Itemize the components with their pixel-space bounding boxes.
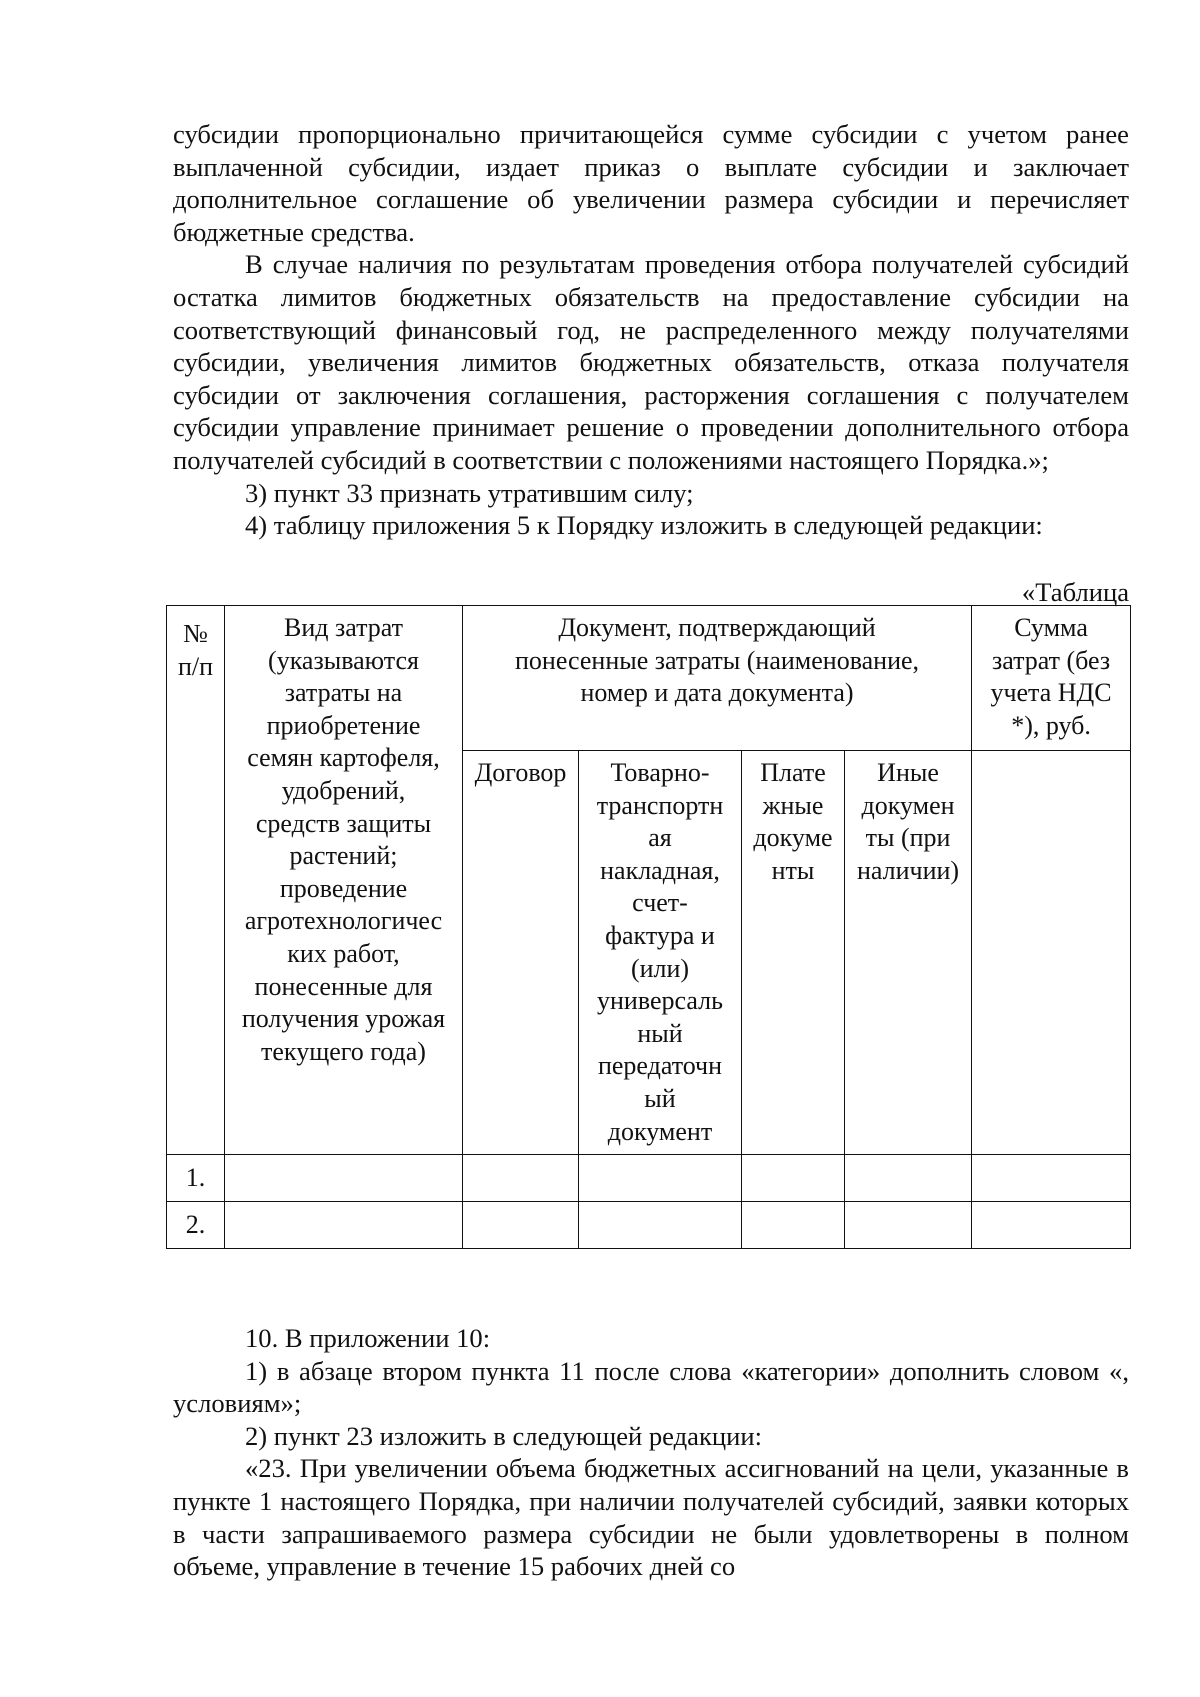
paragraph: 3) пункт 33 признать утратившим силу;: [245, 477, 694, 508]
bottom-text-block: [173, 1322, 1129, 1583]
table-cell: [225, 1202, 463, 1249]
table-header-row: [167, 606, 1131, 751]
table-cell: [972, 1155, 1131, 1202]
header-cost-type: Вид затрат (указываются затраты на приобретение семян картофеля, удобрений, средств защиты растений; проведение агротехнологичес ких работ, понесенные для получения урожая текущего года): [225, 606, 463, 1155]
cost-documents-table: [166, 605, 1131, 1249]
paragraph: 4) таблицу приложения 5 к Порядку изложить в следующей редакции:: [245, 510, 1043, 541]
paragraph: 10. В приложении 10:: [245, 1323, 491, 1353]
table-label: «Таблица: [1021, 577, 1129, 607]
table-cell: [845, 1202, 972, 1249]
paragraph: 2) пункт 23 изложить в следующей редакции:: [245, 1420, 762, 1451]
paragraph: субсидии пропорционально причитающейся сумме субсидии с учетом ранее выплаченной субсидии, издает приказ о выплате субсидии и заключает дополнительное соглашение об увеличении размера субсидии и перечисляет бюджетные средства.: [173, 119, 1129, 247]
row-num: 1.: [167, 1155, 225, 1202]
table-cell: [742, 1202, 845, 1249]
table-cell: [579, 1155, 742, 1202]
paragraph: 1) в абзаце втором пункта 11 после слова «категории» дополнить словом «, условиям»;: [173, 1355, 1129, 1419]
table-cell: [742, 1155, 845, 1202]
header-waybill: Товарно- транспортн ая накладная, счет- фактура и (или) универсаль ный передаточн ый документ: [579, 751, 742, 1155]
header-amount: Сумма затрат (без учета НДС *), руб.: [972, 606, 1131, 751]
top-text-block: [173, 118, 1129, 542]
table-cell: [845, 1155, 972, 1202]
paragraph: «23. При увеличении объема бюджетных ассигнований на цели, указанные в пункте 1 настоящего Порядка, при наличии получателей субсидий, заявки которых в части запрашиваемого размера субсидии не были удовлетворены в полном объеме, управление в течение 15 рабочих дней со: [173, 1453, 1129, 1582]
table-cell: [579, 1202, 742, 1249]
table-cell: [225, 1155, 463, 1202]
header-amount-empty: [972, 751, 1131, 1155]
header-num: № п/п: [167, 606, 225, 1155]
table-cell: [972, 1202, 1131, 1249]
header-document: Документ, подтверждающий понесенные затраты (наименование, номер и дата документа): [463, 606, 972, 751]
header-payment: Плате жные докуме нты: [742, 751, 845, 1155]
table-row: [167, 1155, 1131, 1202]
paragraph: В случае наличия по результатам проведения отбора получателей субсидий остатка лимитов бюджетных обязательств на предоставление субсидии на соответствующий финансовый год, не распределенного между получателями субсидии, увеличения лимитов бюджетных обязательств, отказа получателя субсидии от заключения соглашения, расторжения соглашения с получателем субсидии управление принимает решение о проведении дополнительного отбора получателей субсидий в соответствии с положениями настоящего Порядка.»;: [173, 249, 1129, 475]
header-contract: Договор: [463, 751, 579, 1155]
table-cell: [463, 1155, 579, 1202]
table-cell: [463, 1202, 579, 1249]
header-other: Иные докумен ты (при наличии): [845, 751, 972, 1155]
table-row: [167, 1202, 1131, 1249]
row-num: 2.: [167, 1202, 225, 1249]
